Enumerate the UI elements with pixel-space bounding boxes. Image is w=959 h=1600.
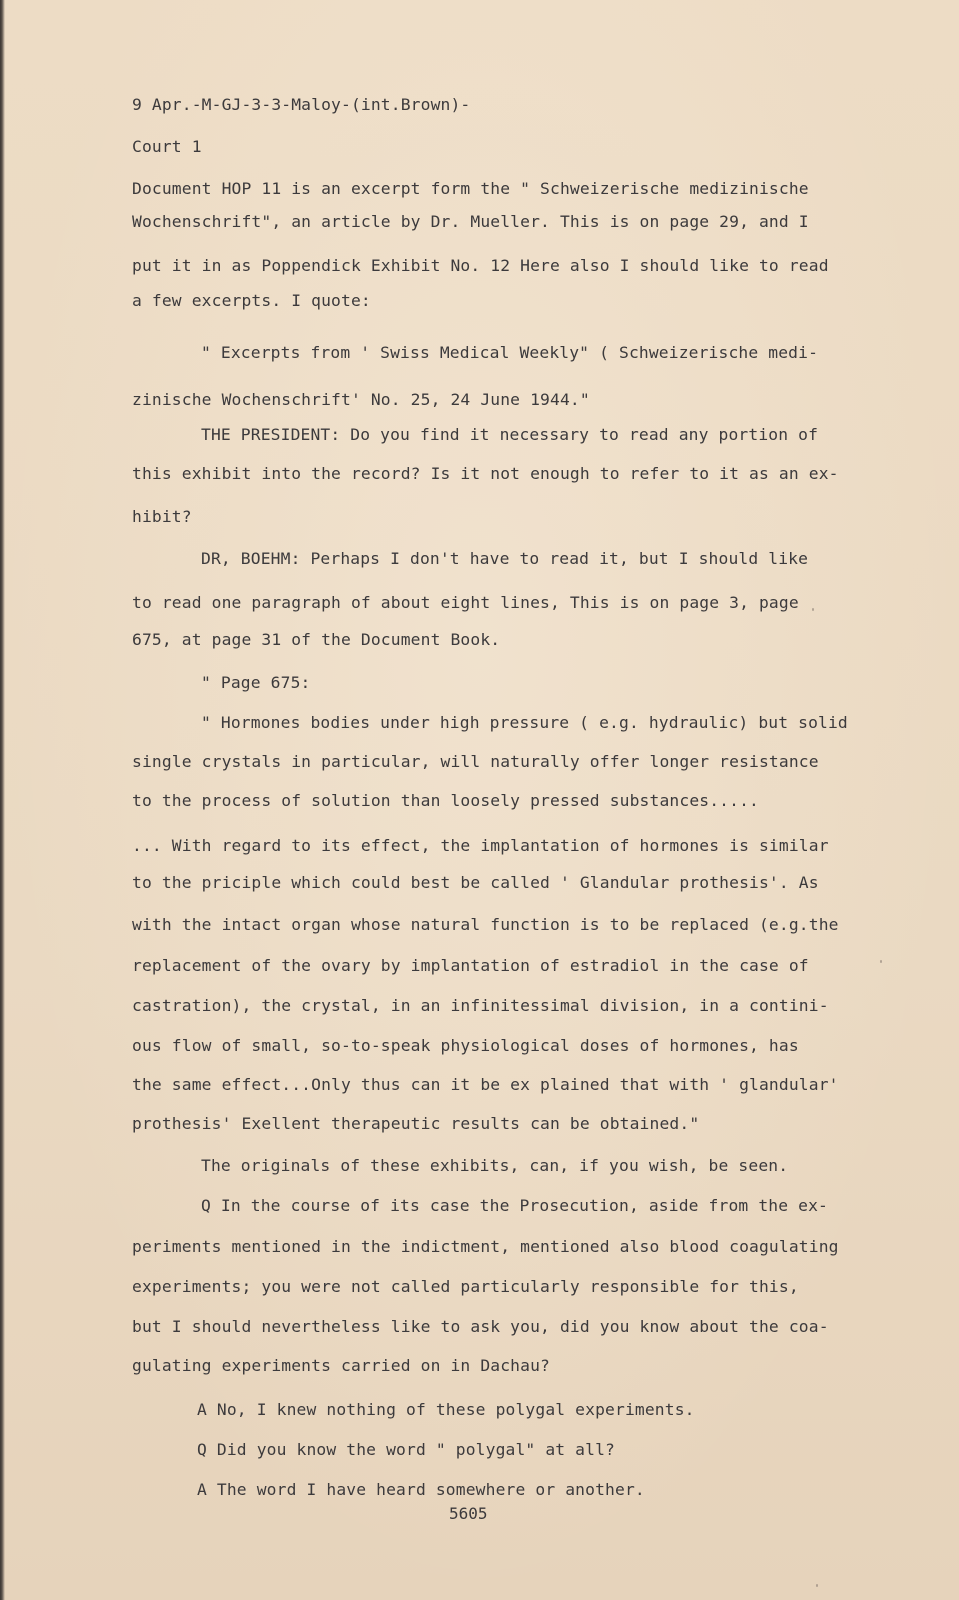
text-line: single crystals in particular, will naturally offer longer resistance <box>132 752 819 771</box>
text-line: THE PRESIDENT: Do you find it necessary to read any portion of <box>201 425 819 444</box>
text-line: Wochenschrift", an article by Dr. Mueller. This is on page 29, and I <box>132 212 809 231</box>
text-line: this exhibit into the record? Is it not enough to refer to it as an ex- <box>132 464 839 483</box>
text-line: put it in as Poppendick Exhibit No. 12 Here also I should like to read <box>132 256 829 275</box>
text-line: to the priciple which could best be called ' Glandular prothesis'. As <box>132 873 819 892</box>
text-line: Document HOP 11 is an excerpt form the " Schweizerische medizinische <box>132 179 809 198</box>
text-line: to the process of solution than loosely pressed substances..... <box>132 791 759 810</box>
text-line: gulating experiments carried on in Dachau? <box>132 1356 550 1375</box>
text-line: with the intact organ whose natural function is to be replaced (e.g.the <box>132 915 839 934</box>
text-line: periments mentioned in the indictment, mentioned also blood coagulating <box>132 1237 839 1256</box>
text-line: Q In the course of its case the Prosecution, aside from the ex- <box>201 1196 828 1215</box>
text-line: hibit? <box>132 507 192 526</box>
page-binding-edge <box>0 0 5 1600</box>
text-line: 675, at page 31 of the Document Book. <box>132 630 501 649</box>
text-line: castration), the crystal, in an infinitessimal division, in a contini- <box>132 996 829 1015</box>
document-header: 9 Apr.-M-GJ-3-3-Maloy-(int.Brown)- <box>132 95 471 114</box>
text-line: to read one paragraph of about eight lines, This is on page 3, page <box>132 593 799 612</box>
paper-speck <box>880 960 882 963</box>
text-line: ous flow of small, so-to-speak physiological doses of hormones, has <box>132 1036 799 1055</box>
text-line: zinische Wochenschrift' No. 25, 24 June 1944." <box>132 390 590 409</box>
text-line: prothesis' Exellent therapeutic results can be obtained." <box>132 1114 700 1133</box>
text-line: ... With regard to its effect, the implantation of hormones is similar <box>132 836 829 855</box>
text-line: DR, BOEHM: Perhaps I don't have to read it, but I should like <box>201 549 809 568</box>
page-number: 5605 <box>449 1504 488 1523</box>
text-line: A No, I knew nothing of these polygal experiments. <box>197 1400 695 1419</box>
text-line: " Hormones bodies under high pressure ( e.g. hydraulic) but solid <box>201 713 848 732</box>
paper-speck <box>812 608 814 611</box>
text-line: " Page 675: <box>201 673 311 692</box>
text-line: A The word I have heard somewhere or another. <box>197 1480 645 1499</box>
text-line: " Excerpts from ' Swiss Medical Weekly" ( Schweizerische medi- <box>201 343 819 362</box>
text-line: a few excerpts. I quote: <box>132 291 371 310</box>
text-line: but I should nevertheless like to ask you, did you know about the coa- <box>132 1317 829 1336</box>
paper-speck <box>816 1584 818 1587</box>
text-line: experiments; you were not called particularly responsible for this, <box>132 1277 799 1296</box>
text-line: the same effect...Only thus can it be ex plained that with ' glandular' <box>132 1075 839 1094</box>
court-label: Court 1 <box>132 137 202 156</box>
text-line: The originals of these exhibits, can, if you wish, be seen. <box>201 1156 789 1175</box>
text-line: Q Did you know the word " polygal" at all? <box>197 1440 615 1459</box>
text-line: replacement of the ovary by implantation of estradiol in the case of <box>132 956 809 975</box>
